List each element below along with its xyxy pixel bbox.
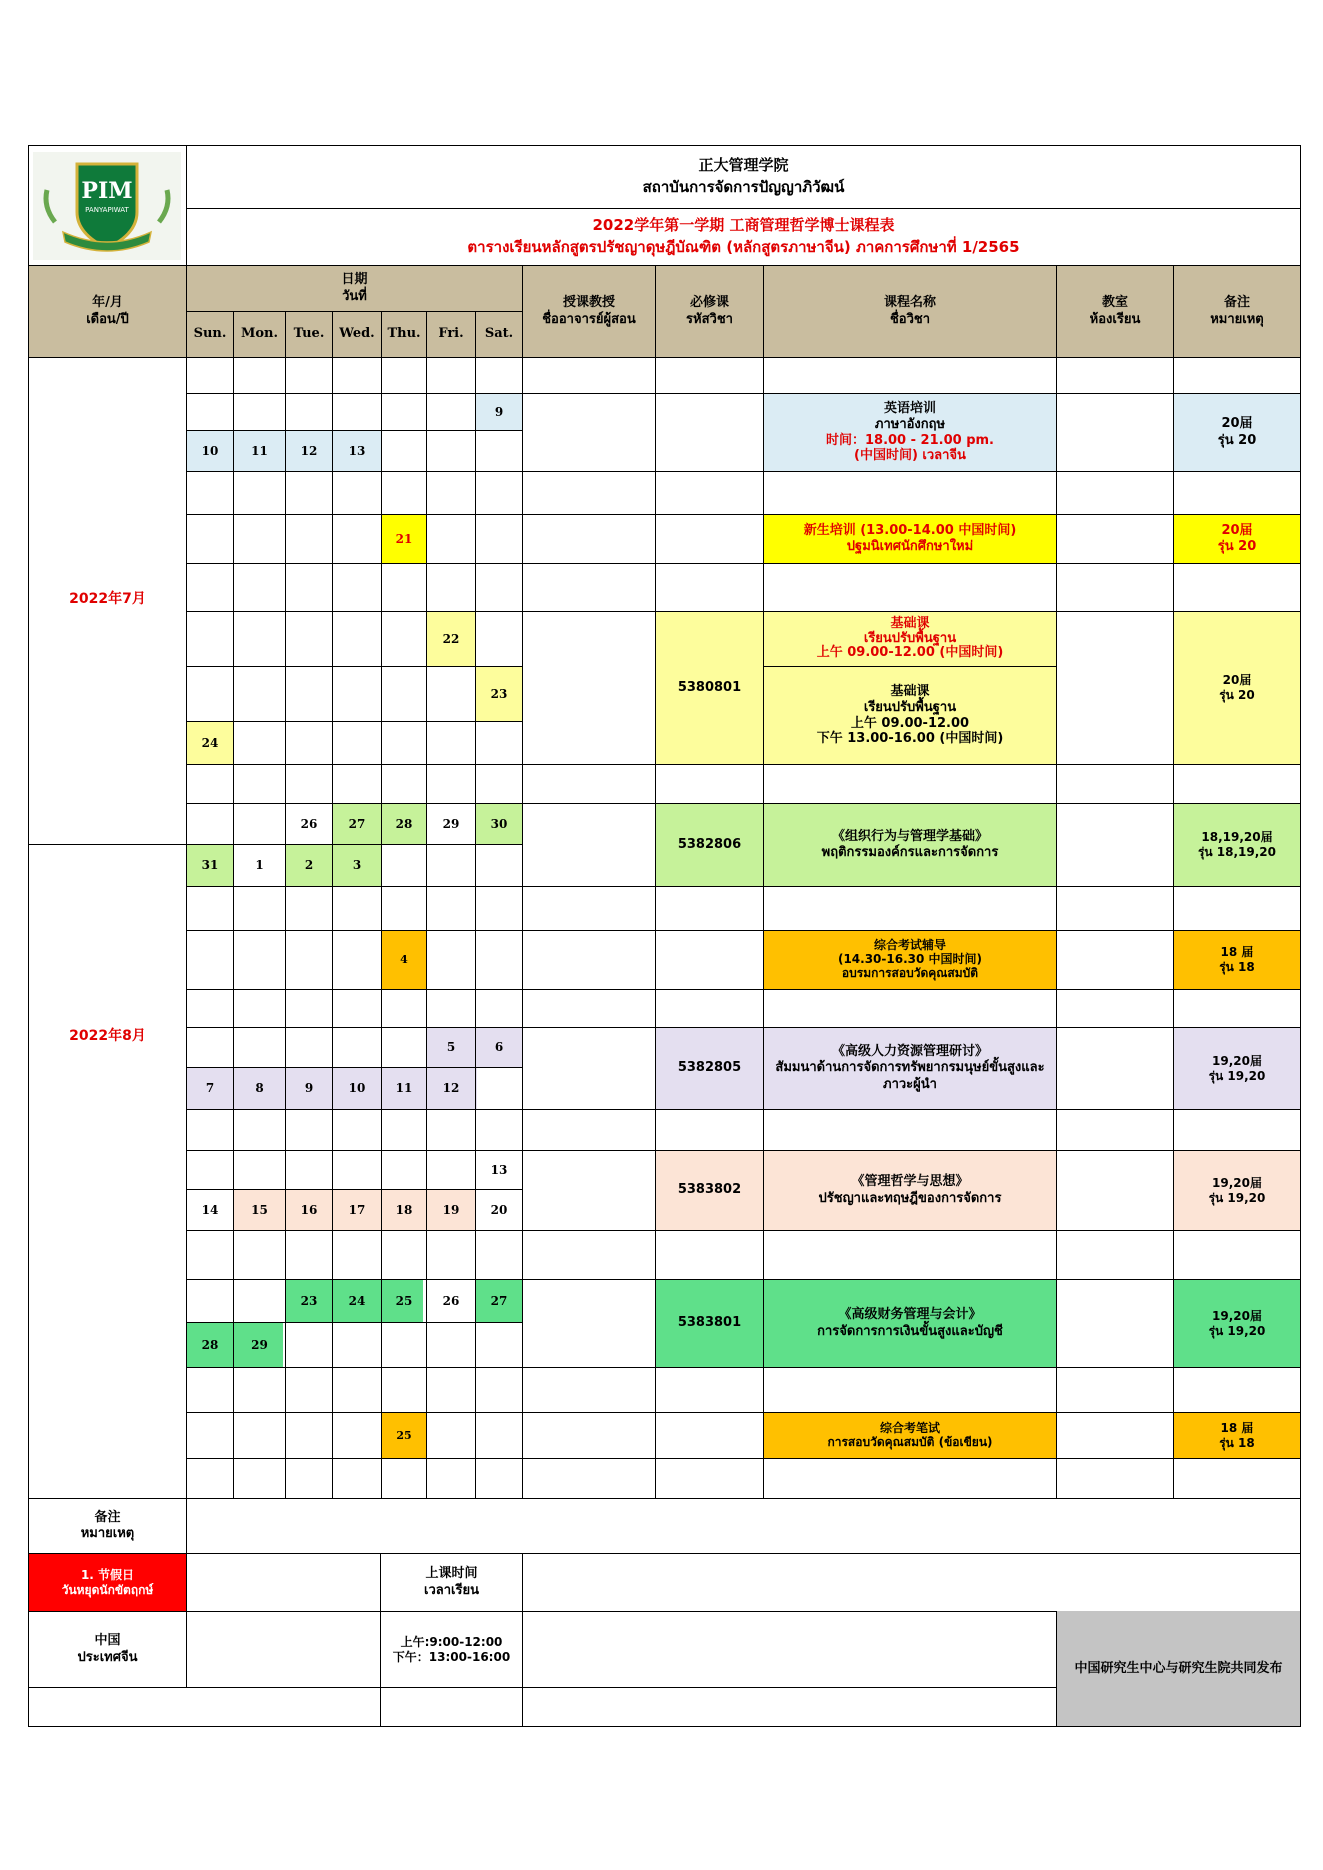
day-cell: 23 — [490, 686, 508, 701]
day-cell: 24 — [348, 1293, 366, 1308]
footer-class-time: 上午:9:00-12:00 下午：13:00-16:00 — [392, 1634, 511, 1664]
day-cell: 14 — [201, 1202, 219, 1217]
footer-remark-label: 备注 หมายเหตุ — [80, 1509, 135, 1541]
header-course: 课程名称 ชื่อวิชา — [883, 295, 936, 327]
course-basic-1: 基础课 เรียนปรับพื้นฐาน 上午 09.00-12.00 (中国时间) — [816, 615, 1004, 661]
day-cell: 19 — [442, 1202, 460, 1217]
day-cell: 25 — [396, 1428, 412, 1442]
header-month: 年/月 เดือน/ปี — [86, 295, 129, 327]
svg-text:PANYAPIWAT: PANYAPIWAT — [85, 206, 129, 214]
day-cell: 27 — [348, 816, 366, 831]
header-note: 备注 หมายเหตุ — [1210, 295, 1264, 327]
note-exam-prep: 18 届 รุ่น 18 — [1219, 945, 1255, 974]
course-english — [764, 394, 1056, 471]
day-cell: 4 — [400, 953, 408, 967]
day-cell: 21 — [395, 531, 413, 546]
day-cell: 8 — [255, 1081, 264, 1095]
course-exam-prep: 综合考试辅导 (14.30-16.30 中国时间) อบรมการสอบวัดคุณสมบัติ — [837, 938, 983, 980]
day-cell: 24 — [201, 735, 219, 750]
footer-class-time-label: 上课时间 เวลาเรียน — [424, 1566, 479, 1598]
course-english-time: 时间：18.00 - 21.00 pm. (中国时间) เวลาจีน — [825, 432, 994, 464]
day-cell: 3 — [352, 858, 362, 872]
day-cell: 23 — [300, 1293, 318, 1308]
note-hr: 19,20届 รุ่น 19,20 — [1208, 1053, 1266, 1083]
month-label-july: 2022年7月 — [69, 591, 146, 608]
header-room: 教室 ห้องเรียน — [1089, 295, 1141, 327]
course-english-th: ภาษาอังกฤษ — [874, 416, 946, 432]
course-orientation: 新生培训 (13.00-14.00 中国时间) ปฐมนิเทศนักศึกษาใหม่ — [803, 522, 1017, 554]
day-cell: 29 — [442, 816, 460, 831]
institute-name-cn: 正大管理学院 — [698, 155, 789, 174]
header-day-mon: Mon. — [240, 326, 279, 342]
header-day-sun: Sun. — [193, 326, 227, 342]
course-written-exam: 综合考笔试 การสอบวัดคุณสมบัติ (ข้อเขียน) — [827, 1420, 993, 1449]
svg-text:PIM: PIM — [81, 178, 133, 204]
day-cell: 20 — [490, 1202, 508, 1217]
day-cell: 6 — [494, 1040, 504, 1054]
schedule-title-th: ตารางเรียนหลักสูตรปรัชญาดุษฎีบัณฑิต (หลักสูตรภาษาจีน) ภาคการศึกษาที่ 1/2565 — [467, 237, 1020, 256]
header-teacher: 授课教授 ชื่ออาจารย์ผู้สอน — [542, 295, 636, 327]
day-cell: 29 — [251, 1337, 268, 1352]
pim-shield-icon — [33, 152, 181, 260]
footer-china-label: 中国 ประเทศจีน — [77, 1633, 138, 1665]
day-cell: 18 — [395, 1202, 413, 1217]
day-cell: 12 — [442, 1081, 460, 1095]
day-cell: 17 — [348, 1202, 366, 1217]
code-philosophy: 5383802 — [677, 1182, 742, 1198]
footer-publisher: 中国研究生中心与研究生院共同发布 — [1074, 1660, 1283, 1676]
day-cell: 10 — [348, 1081, 366, 1095]
day-cell: 25 — [395, 1293, 413, 1308]
header-date: 日期 วันที่ — [341, 272, 368, 304]
code-basic: 5380801 — [677, 679, 742, 695]
course-english-cn: 英语培训 — [883, 401, 936, 417]
header-day-tue: Tue. — [293, 326, 325, 342]
day-cell: 1 — [255, 858, 264, 872]
header-code: 必修课 รหัสวิชา — [686, 295, 733, 327]
day-cell: 10 — [201, 443, 219, 458]
note-english: 20届 รุ่น 20 — [1217, 416, 1257, 448]
note-org: 18,19,20届 รุ่น 18,19,20 — [1197, 830, 1277, 859]
header-day-thu: Thu. — [387, 326, 421, 342]
course-basic-2: 基础课 เรียนปรับพื้นฐาน 上午 09.00-12.00 下午 13.00-16.00 (中国时间) — [816, 684, 1004, 747]
note-philosophy: 19,20届 รุ่น 19,20 — [1208, 1175, 1266, 1205]
day-cell: 13 — [348, 443, 366, 458]
course-hr: 《高级人力资源管理研讨》 สัมมนาด้านการจัดการทรัพยากรมนุษย์ขั้นสูงและภาวะผู้นำ — [775, 1044, 1045, 1092]
day-cell: 7 — [205, 1081, 215, 1095]
day-cell: 11 — [251, 443, 268, 458]
month-label-august: 2022年8月 — [69, 1028, 146, 1045]
note-basic: 20届 รุ่น 20 — [1219, 673, 1255, 702]
course-org: 《组织行为与管理学基础》 พฤติกรรมองค์กรและการจัดการ — [821, 828, 999, 860]
day-cell: 31 — [201, 858, 219, 872]
day-cell: 5 — [446, 1040, 456, 1054]
header-day-wed: Wed. — [339, 326, 375, 342]
day-cell: 9 — [304, 1081, 314, 1095]
day-cell: 28 — [201, 1337, 219, 1352]
schedule-title-cn: 2022学年第一学期 工商管理哲学博士课程表 — [592, 215, 895, 234]
header-day-fri: Fri. — [438, 326, 464, 342]
code-org: 5382806 — [677, 836, 742, 852]
day-cell: 30 — [490, 816, 508, 831]
day-cell: 2 — [304, 858, 314, 872]
note-written-exam: 18 届 รุ่น 18 — [1219, 1420, 1255, 1450]
pim-logo — [33, 152, 181, 260]
header-day-sat: Sat. — [484, 326, 514, 342]
course-finance: 《高级财务管理与会计》 การจัดการการเงินขั้นสูงและบัญชี — [817, 1307, 1003, 1339]
code-hr: 5382805 — [677, 1060, 742, 1076]
footer-holiday-legend: 1. 节假日 วันหยุดนักขัตฤกษ์ — [61, 1567, 154, 1597]
day-cell: 12 — [300, 443, 318, 458]
note-orientation: 20届 รุ่น 20 — [1217, 522, 1257, 554]
day-cell: 26 — [442, 1293, 460, 1308]
course-philosophy: 《管理哲学与思想》 ปรัชญาและทฤษฎีของการจัดการ — [818, 1174, 1002, 1206]
day-cell: 13 — [490, 1162, 508, 1177]
note-finance: 19,20届 รุ่น 19,20 — [1208, 1308, 1266, 1338]
day-cell: 27 — [490, 1293, 508, 1308]
day-cell: 22 — [442, 631, 460, 646]
day-cell: 28 — [395, 816, 413, 831]
code-finance: 5383801 — [677, 1315, 742, 1331]
institute-name-th: สถาบันการจัดการปัญญาภิวัฒน์ — [642, 177, 845, 196]
day-cell: 16 — [300, 1202, 318, 1217]
day-cell: 26 — [300, 816, 318, 831]
day-cell: 11 — [395, 1081, 413, 1095]
day-cell: 15 — [251, 1202, 268, 1217]
day-cell: 9 — [494, 404, 504, 419]
